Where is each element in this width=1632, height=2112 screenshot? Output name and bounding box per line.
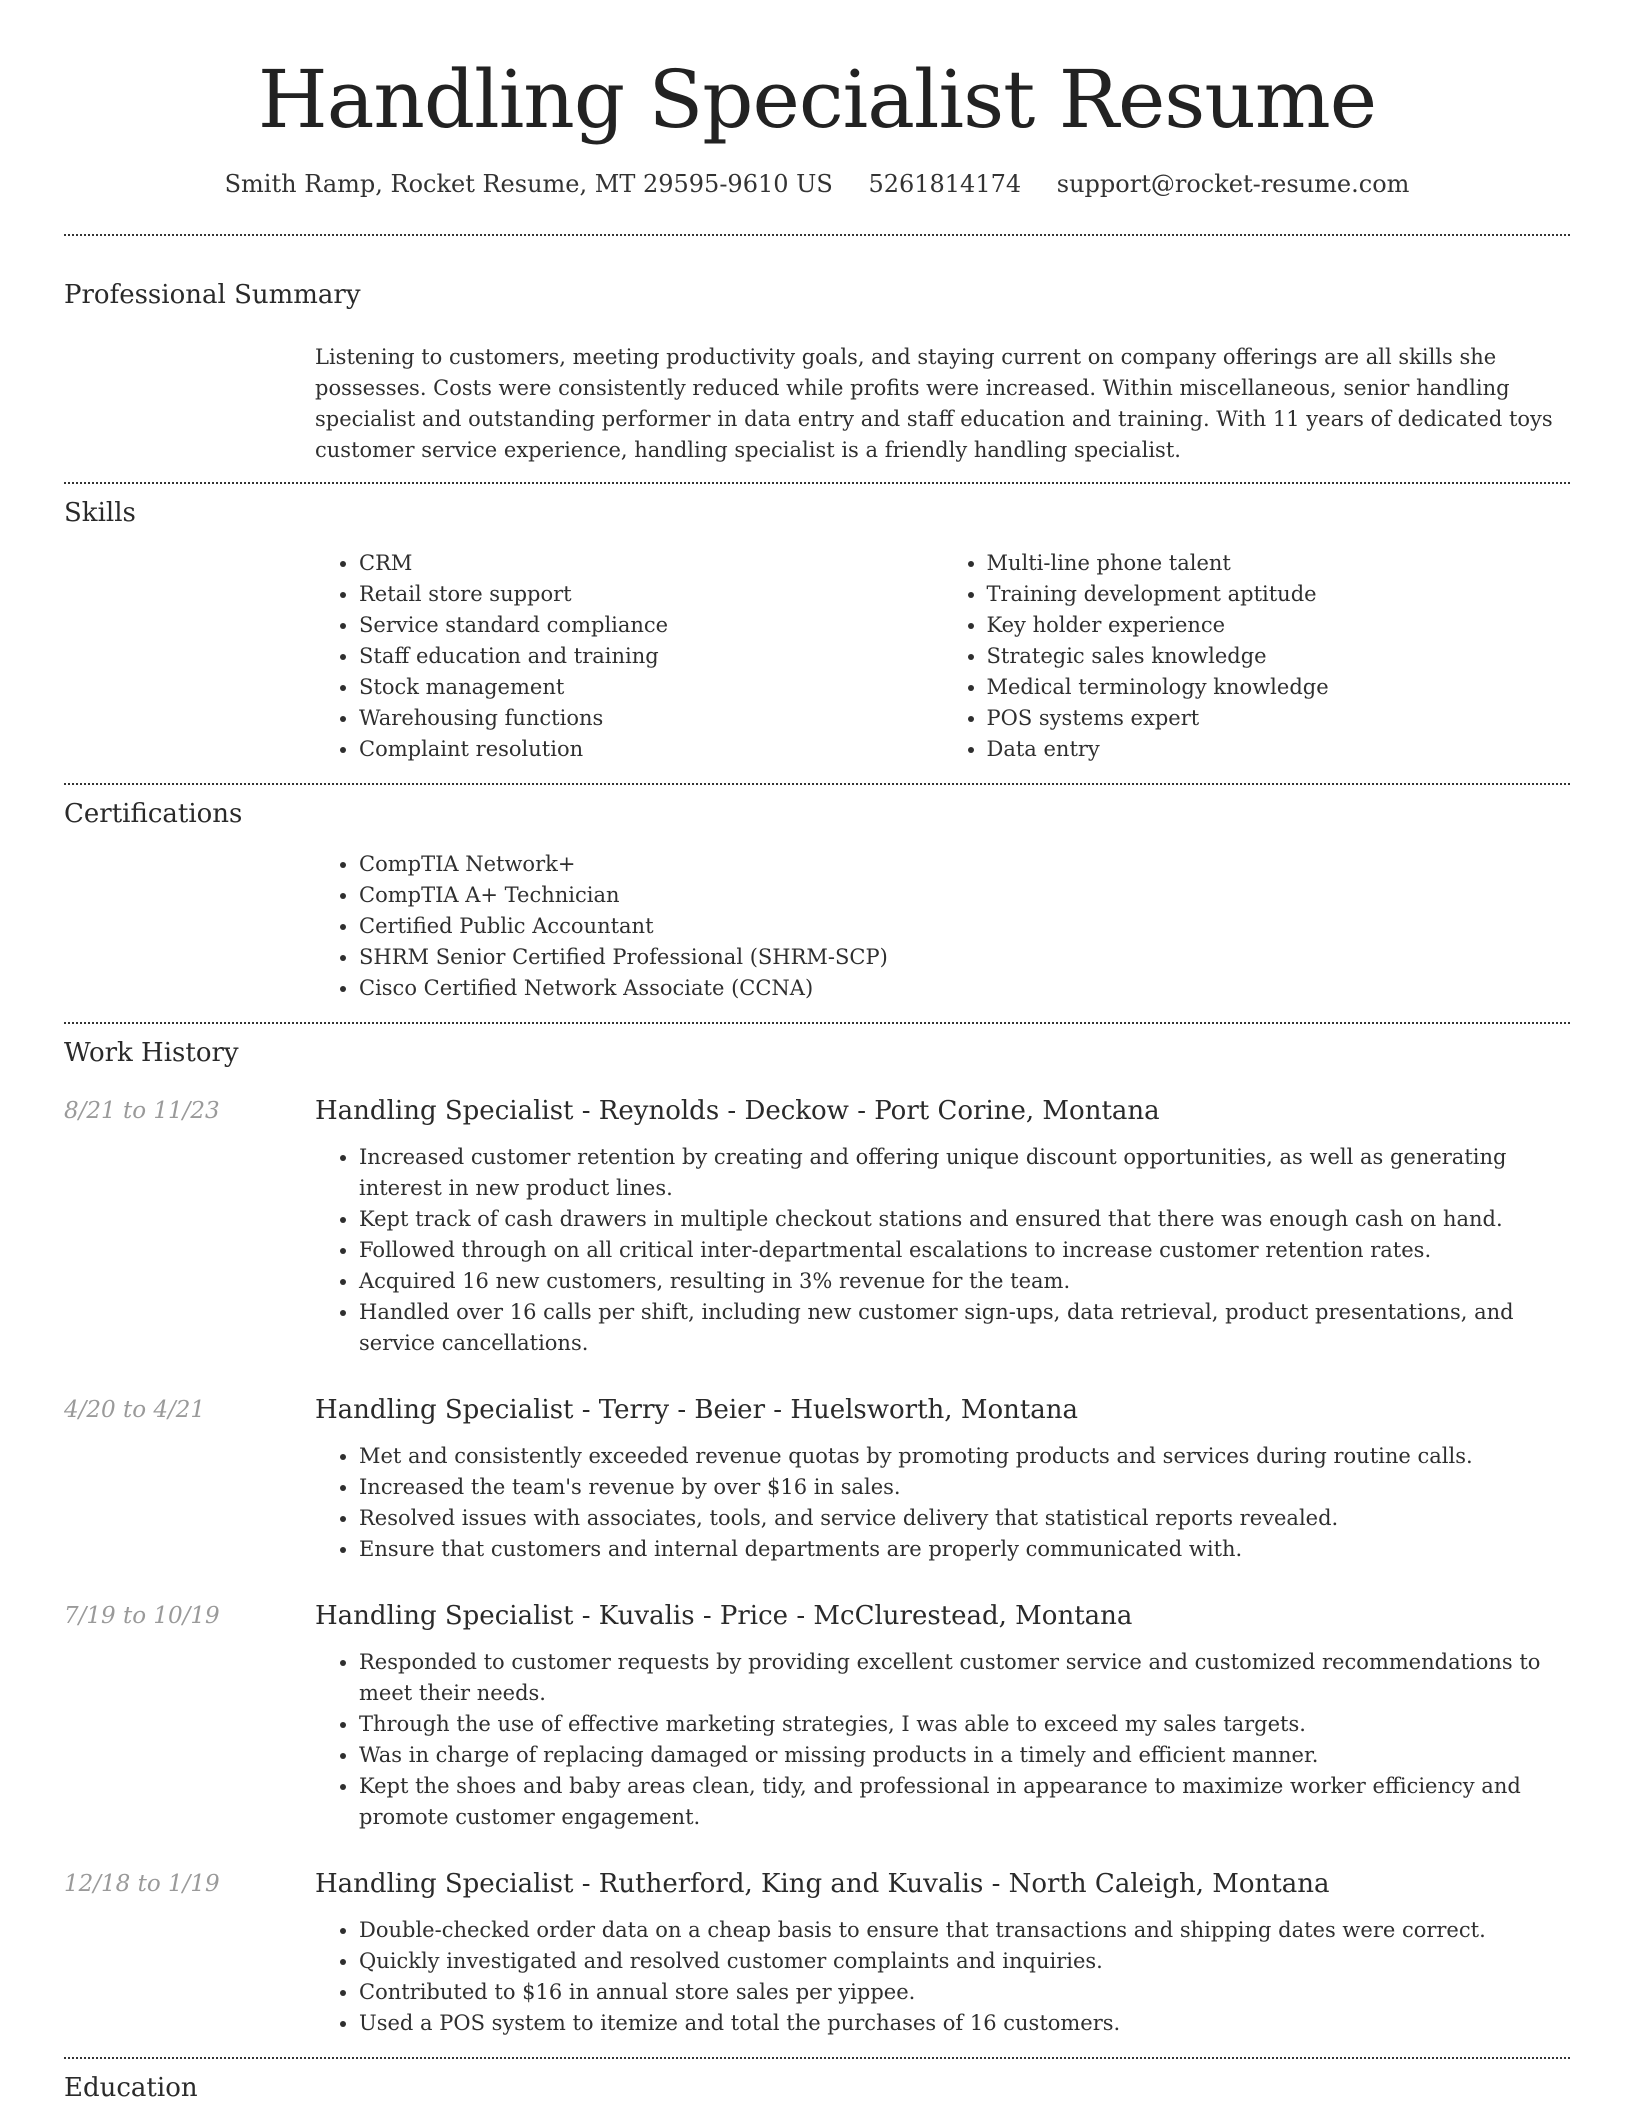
- job-bullets: [315, 1142, 1570, 1359]
- job-bullets: [315, 1915, 1570, 2039]
- contact-address: Smith Ramp, Rocket Resume, MT 29595-9610 US: [224, 170, 833, 198]
- list-item: • Strategic sales knowledge: [987, 641, 1571, 672]
- job-bullets: [315, 1441, 1570, 1565]
- list-item: • Retail store support: [359, 579, 943, 610]
- list-item: • Double-checked order data on a cheap basis to ensure that transactions and shipping dates were correct.: [359, 1915, 1570, 1946]
- list-item: • Complaint resolution: [359, 734, 943, 765]
- list-item: • Kept track of cash drawers in multiple checkout stations and ensured that there was enough cash on hand.: [359, 1204, 1570, 1235]
- section-divider: [64, 234, 1570, 236]
- summary-text: Listening to customers, meeting productivity goals, and staying current on company offerings are all skills she possesses. Costs were consistently reduced while profits were increased. Within miscellaneous, senior handling specialist and outstanding performer in data entry and staff education and training. With 11 years of dedicated toys customer service experience, handling specialist is a friendly handling specialist.: [315, 345, 1553, 462]
- education-heading: Education: [64, 2073, 198, 2103]
- certifications-bullets: [315, 849, 1570, 1004]
- list-item: • Increased the team's revenue by over $16 in sales.: [359, 1472, 1570, 1503]
- contact-phone: 5261814174: [868, 170, 1022, 198]
- list-item: • CRM: [359, 548, 943, 579]
- list-item: • Certified Public Accountant: [359, 911, 1570, 942]
- section-divider: [64, 2057, 1570, 2059]
- list-item: • Quickly investigated and resolved customer complaints and inquiries.: [359, 1946, 1570, 1977]
- list-item: • Increased customer retention by creating and offering unique discount opportunities, as well as generating interest in new product lines.: [359, 1142, 1570, 1204]
- job-dates: 7/19 to 10/19: [64, 1603, 220, 1629]
- job-title: Handling Specialist - Kuvalis - Price - McClurestead, Montana: [315, 1601, 1133, 1631]
- list-item: • Used a POS system to itemize and total the purchases of 16 customers.: [359, 2008, 1570, 2039]
- section-divider: [64, 783, 1570, 785]
- list-item: • Met and consistently exceeded revenue quotas by promoting products and services during routine calls.: [359, 1441, 1570, 1472]
- list-item: • Followed through on all critical inter-departmental escalations to increase customer retention rates.: [359, 1235, 1570, 1266]
- list-item: • Ensure that customers and internal departments are properly communicated with.: [359, 1534, 1570, 1565]
- list-item: • POS systems expert: [987, 703, 1571, 734]
- job-dates: 8/21 to 11/23: [64, 1098, 220, 1124]
- list-item: • Through the use of effective marketing strategies, I was able to exceed my sales targets.: [359, 1709, 1570, 1740]
- job-dates: 4/20 to 4/21: [64, 1397, 206, 1423]
- list-item: • Medical terminology knowledge: [987, 672, 1571, 703]
- job-bullets: [315, 1647, 1570, 1833]
- job-entry: [64, 1094, 1570, 1359]
- list-item: • Stock management: [359, 672, 943, 703]
- skills-left-column: [315, 548, 943, 765]
- summary-heading: Professional Summary: [64, 280, 361, 310]
- contact-line: [64, 168, 1570, 200]
- section-divider: [64, 1022, 1570, 1024]
- list-item: • Service standard compliance: [359, 610, 943, 641]
- list-item: • Multi-line phone talent: [987, 548, 1571, 579]
- list-item: • Cisco Certified Network Associate (CCNA): [359, 973, 1570, 1004]
- list-item: • Responded to customer requests by providing excellent customer service and customized recommendations to meet their needs.: [359, 1647, 1570, 1709]
- job-dates: 12/18 to 1/19: [64, 1871, 220, 1897]
- certifications-heading: Certifications: [64, 799, 243, 829]
- job-title: Handling Specialist - Terry - Beier - Huelsworth, Montana: [315, 1395, 1079, 1425]
- job-title: Handling Specialist - Rutherford, King and Kuvalis - North Caleigh, Montana: [315, 1869, 1330, 1899]
- list-item: • CompTIA A+ Technician: [359, 880, 1570, 911]
- resume-page: [64, 0, 1570, 2105]
- certifications-list: [315, 849, 1570, 1004]
- list-item: • Staff education and training: [359, 641, 943, 672]
- list-item: • Resolved issues with associates, tools, and service delivery that statistical reports revealed.: [359, 1503, 1570, 1534]
- list-item: • Warehousing functions: [359, 703, 943, 734]
- job-entry: [64, 1599, 1570, 1833]
- list-item: • SHRM Senior Certified Professional (SHRM-SCP): [359, 942, 1570, 973]
- job-title: Handling Specialist - Reynolds - Deckow - Port Corine, Montana: [315, 1096, 1160, 1126]
- section-divider: [64, 482, 1570, 484]
- list-item: • Acquired 16 new customers, resulting in 3% revenue for the team.: [359, 1266, 1570, 1297]
- skills-heading: Skills: [64, 498, 136, 528]
- list-item: • CompTIA Network+: [359, 849, 1570, 880]
- work-history-heading: Work History: [64, 1038, 239, 1068]
- list-item: • Data entry: [987, 734, 1571, 765]
- list-item: • Kept the shoes and baby areas clean, tidy, and professional in appearance to maximize worker efficiency and promote customer engagement.: [359, 1771, 1570, 1833]
- skills-right-column: [943, 548, 1571, 765]
- list-item: • Training development aptitude: [987, 579, 1571, 610]
- skills-list: [315, 548, 1570, 765]
- job-entry: [64, 1393, 1570, 1565]
- list-item: • Handled over 16 calls per shift, including new customer sign-ups, data retrieval, product presentations, and service cancellations.: [359, 1297, 1570, 1359]
- list-item: • Key holder experience: [987, 610, 1571, 641]
- list-item: • Was in charge of replacing damaged or missing products in a timely and efficient manner.: [359, 1740, 1570, 1771]
- job-entry: [64, 1867, 1570, 2039]
- resume-title: Handling Specialist Resume: [257, 53, 1377, 146]
- list-item: • Contributed to $16 in annual store sales per yippee.: [359, 1977, 1570, 2008]
- contact-email[interactable]: support@rocket-resume.com: [1056, 170, 1410, 198]
